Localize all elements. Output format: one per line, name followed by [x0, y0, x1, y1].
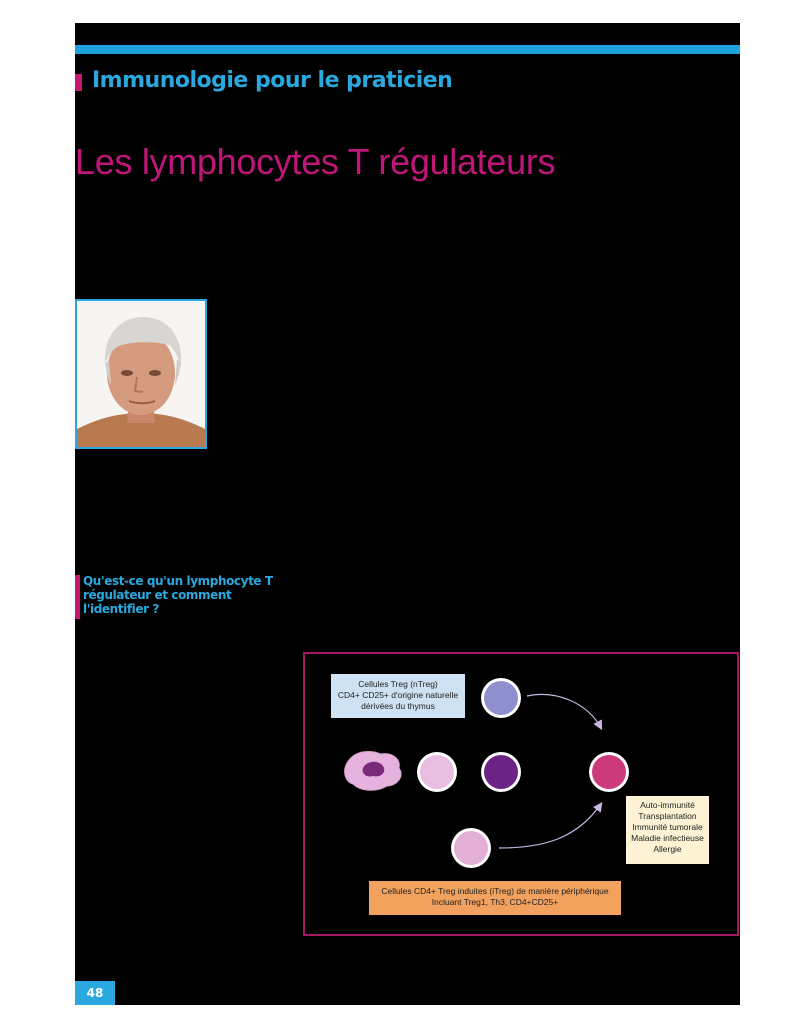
- treg-figure: [303, 652, 739, 936]
- page-number: 48: [75, 981, 115, 1005]
- outcome-item: Transplantation: [638, 811, 697, 821]
- document-page: [75, 23, 740, 1005]
- outcome-item: Maladie infectieuse: [631, 833, 704, 843]
- question-heading: Qu'est-ce qu'un lymphocyte T régulateur et comment l'identifier ?: [83, 574, 273, 616]
- top-accent-bar: [75, 45, 740, 54]
- author-portrait-image: [77, 301, 205, 447]
- ntreg-line-2: CD4+ CD25+ d'origine naturelle: [337, 690, 459, 700]
- article-title: Les lymphocytes T régulateurs: [75, 141, 556, 182]
- itreg-label-box: [369, 881, 621, 915]
- section-title: Immunologie pour le praticien: [92, 68, 453, 93]
- outcome-item: Allergie: [653, 844, 682, 854]
- arrow-itreg-to-effector: [499, 804, 601, 848]
- outcome-item: Immunité tumorale: [632, 822, 703, 832]
- ntreg-label-box: [331, 674, 465, 718]
- outcomes-box: [626, 796, 709, 864]
- itreg-line-2: Incluant Treg1, Th3, CD4+CD25+: [431, 897, 559, 907]
- arrow-ntreg-to-effector: [527, 694, 601, 728]
- question-marker: [75, 575, 80, 619]
- outcome-item: Auto-immunité: [640, 800, 695, 810]
- ntreg-line-1: Cellules Treg (nTreg): [358, 679, 438, 689]
- section-marker: [75, 74, 82, 91]
- author-photo: [75, 299, 207, 449]
- itreg-line-1: Cellules CD4+ Treg induites (iTreg) de manière périphérique: [381, 886, 609, 896]
- ntreg-line-3: dérivées du thymus: [361, 701, 435, 711]
